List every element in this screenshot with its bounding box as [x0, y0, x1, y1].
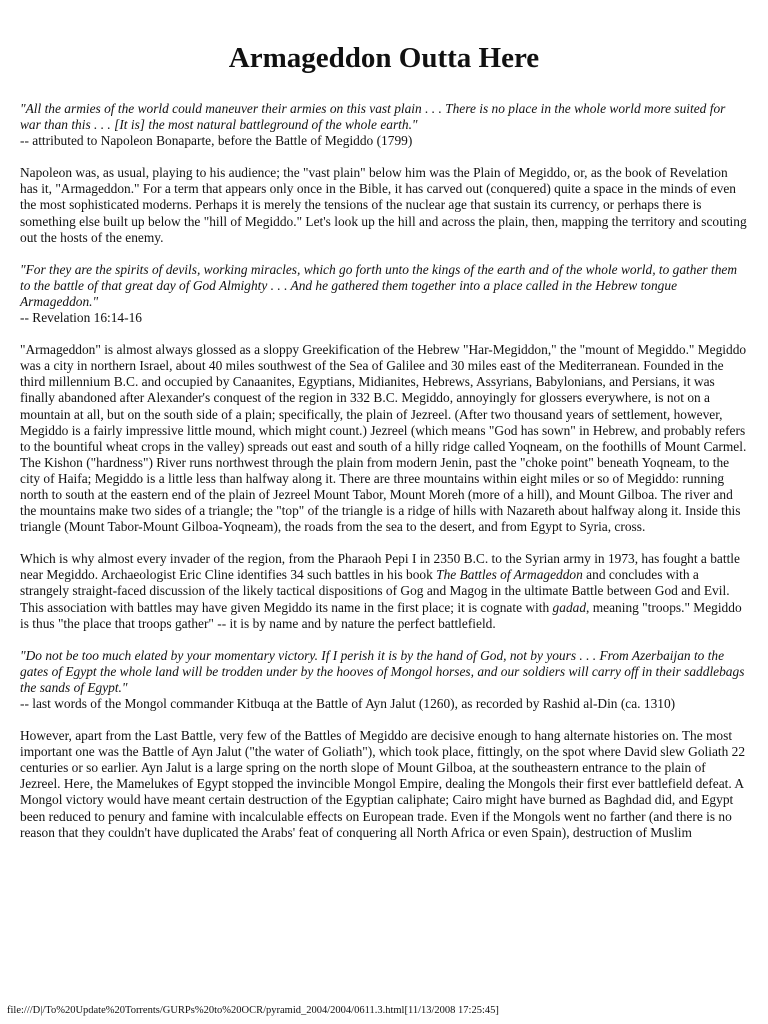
- paragraph-text: Which is why almost every invader of the region, from the Pharaoh Pepi I in 2350 B.C. to the Syrian army in 1973, has fought a battle near Megiddo. Archaeologist Eric Cline identifies 34 such battles in his book: [20, 551, 740, 583]
- quote-attribution: -- Revelation 16:14-16: [20, 310, 142, 326]
- paragraph: However, apart from the Last Battle, very few of the Battles of Megiddo are decisive enough to hang alternate histories on. The most important one was the Battle of Ayn Jalut ("the water of Goliath"), which took place, fittingly, on the spot where David slew Goliath 22 centuries or so earlier. Ayn Jalut is a large spring on the north slope of Mount Gilboa, at the southeastern entrance to the plain of Jezreel. Here, the Mamelukes of Egypt stopped the invincible Mongol Empire, dealing the Mongols their first ever battlefield defeat. A Mongol victory would have meant certain destruction of the Egyptian caliphate; Cairo might have burned as Baghdad did, and Egypt been reduced to penury and famine with incalculable effects on European trade. Even if the Mongols went no farther (and there is no reason that they couldn't have duplicated the Arabs' feat of conquering all North Africa or even Spain), destruction of Muslim: [20, 728, 746, 840]
- file-path-footer: file:///D|/To%20Update%20Torrents/GURPs%20to%20OCR/pyramid_2004/2004/0611.3.html[11/13/2008 17:25:45]: [7, 1005, 499, 1016]
- page-title: Armageddon Outta Here: [228, 42, 540, 74]
- quote-attribution: -- last words of the Mongol commander Kitbuqa at the Battle of Ayn Jalut (1260), as recorded by Rashid al-Din (ca. 1310): [20, 696, 676, 711]
- quote-attribution: -- attributed to Napoleon Bonaparte, before the Battle of Megiddo (1799): [20, 133, 413, 149]
- paragraph: "Armageddon" is almost always glossed as a sloppy Greekification of the Hebrew "Har-Megiddon," the "mount of Megiddo." Megiddo was a city in northern Israel, about 40 miles southwest of the Sea of Galilee and 30 miles east of the Mediterranean. Founded in the third millennium B.C. and occupied by Canaanites, Egyptians, Midianites, Hebrews, Assyrians, Babylonians, and Persians, it was finally abandoned after Alexander's conquest of the region in 332 B.C. Megiddo, annoyingly for glossers everywhere, is not on a mountain at all, but on the south side of a plain; specifically, the plain of Jezreel. (After two thousand years of settlement, however, Megiddo is a fairly impressive little mound, which might count.) Jezreel (which means "God has sown" in Hebrew, and probably refers to the bountiful wheat crops in the valley) spreads out east and south of a hilly ridge called Yoqneam, on the foothills of Mount Carmel. The Kishon ("hardness") River runs northwest through the plain from modern Jenin, past the "choke point" beneath Yoqneam, to the city of Haifa; Megiddo is a little less than halfway along it. There are three mountains within eight miles or so of Megiddo: running north to south at the eastern end of the plain of Jezreel Mount Tabor, Mount Moreh (more of a hill), and Mount Gilboa. The river and the mountains make two sides of a triangle; the "top" of the triangle is a ridge of hills with Nazareth about halfway along it. Inside this triangle (Mount Tabor-Mount Gilboa-Yoqneam), the roads from the sea to the desert, and from Egypt to Syria, cross.: [20, 342, 747, 535]
- napoleon-quote: [20, 101, 748, 149]
- revelation-quote: [20, 262, 748, 326]
- kitbuqa-quote: [20, 648, 748, 712]
- hebrew-word: gadad: [552, 599, 587, 615]
- paragraph: [20, 551, 748, 631]
- quote-text: "Do not be too much elated by your momentary victory. If I perish it is by the hand of God, not by yours . . . From Azerbaijan to the gates of Egypt the whole land will be trodden under by the hooves of Mongol horses, and our soldiers will carry off in their saddlebags the sands of Egypt.": [20, 647, 745, 695]
- book-title: The Battles of Armageddon: [436, 567, 583, 583]
- paragraph-text: and concludes with a strangely straight-faced discussion of the likely tactical dispositions of Gog and Magog in the ultimate Battle between God and Evil. This association with battles may have given Megiddo its name in the first place; it is cognate with: [20, 567, 730, 615]
- paragraph-text: , meaning "troops." Megiddo is thus "the place that troops gather" -- it is by name and by nature the perfect battlefield.: [20, 599, 742, 631]
- quote-text: "All the armies of the world could maneuver their armies on this vast plain . . . There is no place in the whole world more suited for war than this . . . [It is] the most natural battleground of the whole earth.": [20, 101, 726, 133]
- paragraph: Napoleon was, as usual, playing to his audience; the "vast plain" below him was the Plain of Megiddo, or, as the book of Revelation has it, "Armageddon." For a term that appears only once in the Bible, it has carved out (conquered) quite a space in the minds of even the most sophisticated moderns. Perhaps it is merely the tensions of the nuclear age that sustain its currency, or perhaps there is something else built up below the "hill of Megiddo." Let's look up the hill and across the plain, then, mapping the territory and scouting out the hosts of the enemy.: [20, 165, 747, 245]
- article: [20, 0, 748, 841]
- quote-text: "For they are the spirits of devils, working miracles, which go forth unto the kings of the earth and of the whole world, to gather them to the battle of that great day of God Almighty . . . And he gathered them together into a place called in the Hebrew tongue Armageddon.": [20, 261, 738, 309]
